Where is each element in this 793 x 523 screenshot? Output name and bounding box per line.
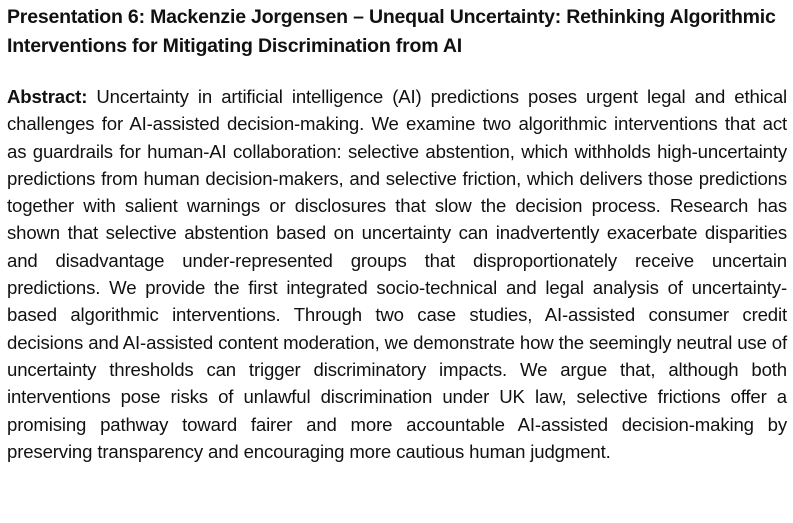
document-page [7,0,787,465]
abstract-text: Uncertainty in artificial intelligence (AI) predictions poses urgent legal and ethical challenges for AI-assisted decision-making. We examine two algorithmic interventions that act as guardrails for human-AI collaboration: selective abstention, which withholds high-uncertainty predictions from human decision-makers, and selective friction, which delivers those predictions together with salient warnings or disclosures that slow the decision process. Research has shown that selective abstention based on uncertainty can inadvertently exacerbate disparities and disadvantage under-represented groups that disproportionately receive uncertain predictions. We provide the first integrated socio-technical and legal analysis of uncertainty-based algorithmic interventions. Through two case studies, AI-assisted consumer credit decisions and AI-assisted content moderation, we demonstrate how the seemingly neutral use of uncertainty thresholds can trigger discriminatory impacts. We argue that, although both interventions pose risks of unlawful discrimination under UK law, selective frictions offer a promising pathway toward fairer and more accountable AI-assisted decision-making by preserving transparency and encouraging more cautious human judgment. [7,86,787,462]
abstract-label: Abstract: [7,86,88,107]
presentation-title: Presentation 6: Mackenzie Jorgensen – Unequal Uncertainty: Rethinking Algorithmic Interventions for Mitigating Discrimination from AI [7,6,776,57]
abstract-paragraph [7,83,787,465]
